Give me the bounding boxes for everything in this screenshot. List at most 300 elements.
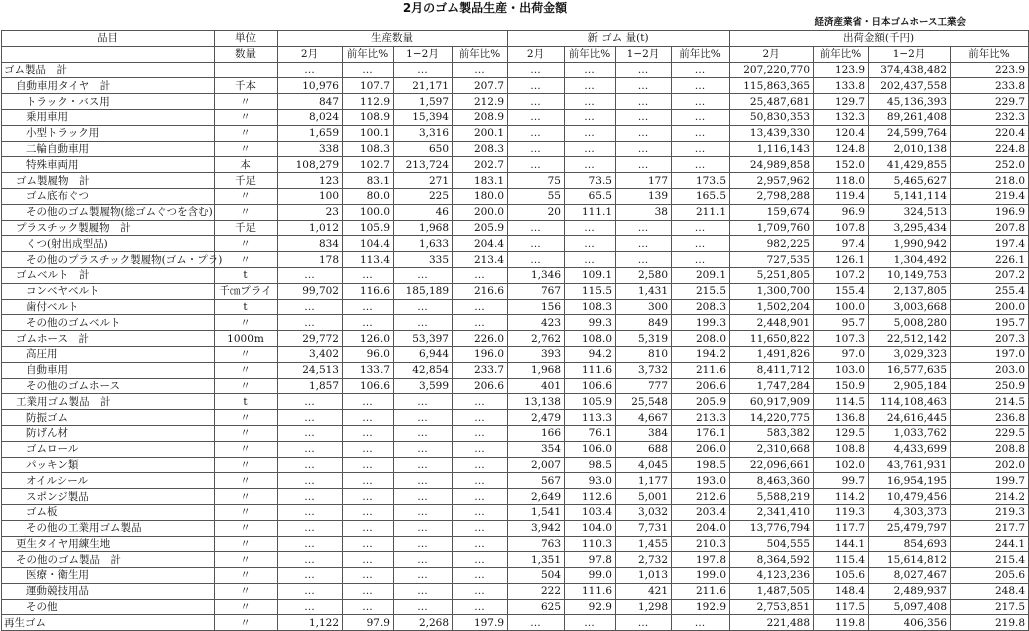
row-value-cell: … xyxy=(278,267,343,283)
row-value-cell: … xyxy=(508,94,565,110)
row-value-cell: 4,667 xyxy=(616,410,672,426)
table-row xyxy=(2,157,1029,173)
row-unit: 〃 xyxy=(215,236,278,252)
row-item-name: その他のゴムホース xyxy=(2,378,215,394)
row-value-cell: 208.3 xyxy=(453,141,508,157)
row-item-name: くつ(射出成型品) xyxy=(2,236,215,252)
row-value-cell: 4,123,236 xyxy=(730,568,814,584)
row-value-cell: 232.3 xyxy=(951,109,1029,125)
table-row xyxy=(2,252,1029,268)
row-value-cell: 10,479,456 xyxy=(869,489,951,505)
subheader: 1−2月 xyxy=(394,46,453,62)
row-value-cell: 123 xyxy=(278,173,343,189)
row-value-cell: 42,854 xyxy=(394,362,453,378)
row-unit: 〃 xyxy=(215,599,278,615)
row-value-cell: 156 xyxy=(508,299,565,315)
header-item: 品目 xyxy=(2,31,215,47)
row-value-cell: 107.2 xyxy=(814,267,869,283)
row-value-cell: 83.1 xyxy=(343,173,394,189)
row-value-cell: 1,300,700 xyxy=(730,283,814,299)
row-unit: 〃 xyxy=(215,568,278,584)
row-value-cell: … xyxy=(453,410,508,426)
row-value-cell: 111.6 xyxy=(565,362,616,378)
row-value-cell: 2,762 xyxy=(508,331,565,347)
row-value-cell: 8,027,467 xyxy=(869,568,951,584)
row-value-cell: 226.0 xyxy=(453,331,508,347)
row-value-cell: … xyxy=(278,536,343,552)
row-value-cell: 112.6 xyxy=(565,489,616,505)
row-value-cell: 150.9 xyxy=(814,378,869,394)
row-value-cell: … xyxy=(453,583,508,599)
row-value-cell: 99.7 xyxy=(814,473,869,489)
row-value-cell: 94.2 xyxy=(565,346,616,362)
row-value-cell: 226.1 xyxy=(951,252,1029,268)
row-value-cell: 1,709,760 xyxy=(730,220,814,236)
source-credit: 経済産業省・日本ゴムホース工業会 xyxy=(814,17,966,28)
row-value-cell: 210.3 xyxy=(672,536,730,552)
row-value-cell: 165.5 xyxy=(672,188,730,204)
row-value-cell: … xyxy=(343,568,394,584)
row-value-cell: … xyxy=(508,220,565,236)
row-value-cell: 207,220,770 xyxy=(730,62,814,78)
row-value-cell: … xyxy=(394,552,453,568)
row-unit: t xyxy=(215,299,278,315)
row-value-cell: 1,116,143 xyxy=(730,141,814,157)
subheader: 前年比% xyxy=(565,46,616,62)
row-value-cell: 24,599,764 xyxy=(869,125,951,141)
row-value-cell: 300 xyxy=(616,299,672,315)
row-value-cell: … xyxy=(343,410,394,426)
row-value-cell: 50,830,353 xyxy=(730,109,814,125)
row-value-cell: … xyxy=(616,94,672,110)
row-value-cell: 211.1 xyxy=(672,204,730,220)
row-unit: 〃 xyxy=(215,457,278,473)
table-row xyxy=(2,441,1029,457)
row-value-cell: 195.7 xyxy=(951,315,1029,331)
header-shipment-value: 出荷金額(千円) xyxy=(730,31,1029,47)
row-value-cell: 374,438,482 xyxy=(869,62,951,78)
row-value-cell: … xyxy=(565,78,616,94)
row-value-cell: … xyxy=(394,568,453,584)
table-row xyxy=(2,331,1029,347)
row-value-cell: 107.3 xyxy=(814,331,869,347)
row-value-cell: … xyxy=(672,615,730,631)
row-value-cell: 13,439,330 xyxy=(730,125,814,141)
table-row xyxy=(2,552,1029,568)
row-value-cell: 1,968 xyxy=(508,362,565,378)
row-value-cell: … xyxy=(453,568,508,584)
table-row xyxy=(2,315,1029,331)
row-value-cell: … xyxy=(508,78,565,94)
row-value-cell: 767 xyxy=(508,283,565,299)
row-value-cell: 116.6 xyxy=(343,283,394,299)
row-value-cell: 810 xyxy=(616,346,672,362)
row-unit: t xyxy=(215,267,278,283)
row-value-cell: 208.0 xyxy=(672,331,730,347)
row-value-cell: 55 xyxy=(508,188,565,204)
row-value-cell: 504 xyxy=(508,568,565,584)
row-value-cell: 504,555 xyxy=(730,536,814,552)
row-unit: 〃 xyxy=(215,346,278,362)
table-row xyxy=(2,220,1029,236)
row-value-cell: 24,513 xyxy=(278,362,343,378)
row-value-cell: 2,310,668 xyxy=(730,441,814,457)
row-value-cell: 105.9 xyxy=(565,394,616,410)
row-value-cell: 2,479 xyxy=(508,410,565,426)
row-value-cell: 583,382 xyxy=(730,425,814,441)
row-value-cell: 100.0 xyxy=(814,299,869,315)
row-value-cell: 13,776,794 xyxy=(730,520,814,536)
row-value-cell: … xyxy=(672,78,730,94)
row-value-cell: 221,488 xyxy=(730,615,814,631)
row-value-cell: 3,029,323 xyxy=(869,346,951,362)
row-unit: 〃 xyxy=(215,362,278,378)
row-item-name: 医療・衛生用 xyxy=(2,568,215,584)
row-value-cell: 200.0 xyxy=(951,299,1029,315)
row-unit: 〃 xyxy=(215,473,278,489)
row-unit: 〃 xyxy=(215,252,278,268)
row-value-cell: 100.1 xyxy=(343,125,394,141)
row-value-cell: 982,225 xyxy=(730,236,814,252)
row-value-cell: 217.5 xyxy=(951,599,1029,615)
row-value-cell: 8,463,360 xyxy=(730,473,814,489)
row-value-cell: 208.9 xyxy=(453,109,508,125)
row-value-cell: 197.4 xyxy=(951,236,1029,252)
row-value-cell: 183.1 xyxy=(453,173,508,189)
subheader: 2月 xyxy=(508,46,565,62)
row-value-cell: 89,261,408 xyxy=(869,109,951,125)
row-item-name: その他の工業用ゴム製品 xyxy=(2,520,215,536)
row-value-cell: … xyxy=(278,473,343,489)
row-value-cell: 236.8 xyxy=(951,410,1029,426)
row-unit: 〃 xyxy=(215,204,278,220)
row-value-cell: 777 xyxy=(616,378,672,394)
row-value-cell: 113.3 xyxy=(565,410,616,426)
row-item-name: 運動競技用品 xyxy=(2,583,215,599)
row-value-cell: 144.1 xyxy=(814,536,869,552)
table-row xyxy=(2,283,1029,299)
row-value-cell: 205.9 xyxy=(453,220,508,236)
row-value-cell: 209.1 xyxy=(672,267,730,283)
subheader: 前年比% xyxy=(951,46,1029,62)
row-item-name: その他のゴムベルト xyxy=(2,315,215,331)
row-value-cell: 96.0 xyxy=(343,346,394,362)
row-item-name: その他のゴム製履物(総ゴムぐつを含む) xyxy=(2,204,215,220)
row-value-cell: 1,968 xyxy=(394,220,453,236)
row-value-cell: … xyxy=(278,599,343,615)
row-value-cell: 208.3 xyxy=(672,299,730,315)
row-value-cell: 117.7 xyxy=(814,520,869,536)
row-value-cell: 25,479,797 xyxy=(869,520,951,536)
row-value-cell: 11,650,822 xyxy=(730,331,814,347)
row-value-cell: 100 xyxy=(278,188,343,204)
row-value-cell: … xyxy=(565,252,616,268)
row-value-cell: 625 xyxy=(508,599,565,615)
subheader: 2月 xyxy=(278,46,343,62)
row-value-cell: 202.7 xyxy=(453,157,508,173)
row-value-cell: 1,177 xyxy=(616,473,672,489)
row-value-cell: 43,761,931 xyxy=(869,457,951,473)
row-value-cell: 3,402 xyxy=(278,346,343,362)
row-value-cell: … xyxy=(343,536,394,552)
row-value-cell: 3,032 xyxy=(616,504,672,520)
row-value-cell: … xyxy=(565,125,616,141)
row-value-cell: … xyxy=(278,315,343,331)
table-row xyxy=(2,188,1029,204)
header-unit: 単位 xyxy=(215,31,278,47)
row-value-cell: 2,753,851 xyxy=(730,599,814,615)
row-value-cell: 108.9 xyxy=(343,109,394,125)
row-value-cell: 99,702 xyxy=(278,283,343,299)
row-value-cell: … xyxy=(672,125,730,141)
row-value-cell: … xyxy=(394,583,453,599)
row-value-cell: 219.4 xyxy=(951,188,1029,204)
row-value-cell: 2,905,184 xyxy=(869,378,951,394)
row-value-cell: … xyxy=(453,315,508,331)
row-value-cell: … xyxy=(394,504,453,520)
row-value-cell: 103.0 xyxy=(814,362,869,378)
row-value-cell: 4,433,699 xyxy=(869,441,951,457)
row-value-cell: 567 xyxy=(508,473,565,489)
row-item-name: ゴム板 xyxy=(2,504,215,520)
row-unit: 千本 xyxy=(215,78,278,94)
row-value-cell: 176.1 xyxy=(672,425,730,441)
row-value-cell: 199.7 xyxy=(951,473,1029,489)
row-value-cell: 7,731 xyxy=(616,520,672,536)
row-value-cell: 22,096,661 xyxy=(730,457,814,473)
row-value-cell: 159,674 xyxy=(730,204,814,220)
row-value-cell: 1,431 xyxy=(616,283,672,299)
row-unit xyxy=(215,62,278,78)
row-value-cell: 15,614,812 xyxy=(869,552,951,568)
row-value-cell: 3,003,668 xyxy=(869,299,951,315)
row-value-cell: 114,108,463 xyxy=(869,394,951,410)
row-value-cell: 41,429,855 xyxy=(869,157,951,173)
row-unit: 〃 xyxy=(215,615,278,631)
row-value-cell: 421 xyxy=(616,583,672,599)
row-item-name: プラスチック製履物 計 xyxy=(2,220,215,236)
row-value-cell: 393 xyxy=(508,346,565,362)
row-value-cell: 2,268 xyxy=(394,615,453,631)
row-value-cell: … xyxy=(616,157,672,173)
row-value-cell: 5,465,627 xyxy=(869,173,951,189)
row-value-cell: 5,001 xyxy=(616,489,672,505)
row-unit: 〃 xyxy=(215,552,278,568)
row-value-cell: 212.9 xyxy=(453,94,508,110)
row-value-cell: 95.7 xyxy=(814,315,869,331)
row-item-name: ゴムホース 計 xyxy=(2,331,215,347)
row-value-cell: … xyxy=(616,125,672,141)
row-value-cell: … xyxy=(343,520,394,536)
table-row xyxy=(2,141,1029,157)
row-value-cell: … xyxy=(508,236,565,252)
row-value-cell: 324,513 xyxy=(869,204,951,220)
row-value-cell: 1,541 xyxy=(508,504,565,520)
row-value-cell: 97.0 xyxy=(814,346,869,362)
row-item-name: 小型トラック用 xyxy=(2,125,215,141)
row-value-cell: 10,149,753 xyxy=(869,267,951,283)
row-value-cell: … xyxy=(343,299,394,315)
row-value-cell: … xyxy=(565,141,616,157)
table-row xyxy=(2,109,1029,125)
row-unit: 〃 xyxy=(215,441,278,457)
row-value-cell: 133.7 xyxy=(343,362,394,378)
row-unit: 〃 xyxy=(215,315,278,331)
row-value-cell: 200.0 xyxy=(453,204,508,220)
row-value-cell: … xyxy=(278,504,343,520)
row-value-cell: 2,010,138 xyxy=(869,141,951,157)
row-value-cell: 108.3 xyxy=(565,299,616,315)
row-value-cell: 244.1 xyxy=(951,536,1029,552)
row-value-cell: … xyxy=(565,220,616,236)
row-value-cell: 106.0 xyxy=(565,441,616,457)
row-value-cell: … xyxy=(343,457,394,473)
row-item-name: ゴム製履物 計 xyxy=(2,173,215,189)
row-value-cell: 198.5 xyxy=(672,457,730,473)
row-value-cell: 102.0 xyxy=(814,457,869,473)
table-row xyxy=(2,378,1029,394)
row-value-cell: … xyxy=(453,457,508,473)
table-row xyxy=(2,489,1029,505)
row-value-cell: … xyxy=(453,473,508,489)
row-item-name: 自動車用 xyxy=(2,362,215,378)
row-value-cell: 53,397 xyxy=(394,331,453,347)
row-value-cell: 29,772 xyxy=(278,331,343,347)
row-value-cell: 229.5 xyxy=(951,425,1029,441)
row-item-name: コンベヤベルト xyxy=(2,283,215,299)
row-value-cell: 60,917,909 xyxy=(730,394,814,410)
row-value-cell: … xyxy=(278,552,343,568)
row-value-cell: 166 xyxy=(508,425,565,441)
row-value-cell: … xyxy=(343,62,394,78)
table-row xyxy=(2,299,1029,315)
row-value-cell: 97.8 xyxy=(565,552,616,568)
row-value-cell: … xyxy=(394,425,453,441)
row-unit: 〃 xyxy=(215,188,278,204)
row-value-cell: 139 xyxy=(616,188,672,204)
row-value-cell: … xyxy=(278,410,343,426)
row-value-cell: … xyxy=(343,267,394,283)
row-value-cell: … xyxy=(565,62,616,78)
table-row xyxy=(2,568,1029,584)
row-value-cell: 2,137,805 xyxy=(869,283,951,299)
row-value-cell: … xyxy=(343,315,394,331)
table-row xyxy=(2,425,1029,441)
table-row xyxy=(2,473,1029,489)
row-value-cell: 108,279 xyxy=(278,157,343,173)
row-value-cell: … xyxy=(453,394,508,410)
page-title: 2月のゴム製品生産・出荷金額 xyxy=(402,1,568,15)
row-value-cell: … xyxy=(343,504,394,520)
table-row xyxy=(2,504,1029,520)
row-value-cell: … xyxy=(672,157,730,173)
row-value-cell: 207.8 xyxy=(951,220,1029,236)
row-value-cell: 120.4 xyxy=(814,125,869,141)
row-value-cell: … xyxy=(278,299,343,315)
row-value-cell: … xyxy=(394,489,453,505)
row-item-name: 高圧用 xyxy=(2,346,215,362)
row-value-cell: … xyxy=(278,394,343,410)
row-value-cell: 136.8 xyxy=(814,410,869,426)
row-value-cell: 22,512,142 xyxy=(869,331,951,347)
row-item-name: その他のゴム製品 計 xyxy=(2,552,215,568)
header-item-blank xyxy=(2,46,215,62)
row-unit: 〃 xyxy=(215,489,278,505)
row-value-cell: … xyxy=(278,568,343,584)
row-value-cell: 3,316 xyxy=(394,125,453,141)
row-value-cell: 3,942 xyxy=(508,520,565,536)
row-value-cell: 5,097,408 xyxy=(869,599,951,615)
row-unit: 〃 xyxy=(215,141,278,157)
row-value-cell: 96.9 xyxy=(814,204,869,220)
table-row xyxy=(2,236,1029,252)
row-value-cell: … xyxy=(394,267,453,283)
row-value-cell: … xyxy=(394,441,453,457)
row-value-cell: 115,863,365 xyxy=(730,78,814,94)
row-value-cell: 208.8 xyxy=(951,441,1029,457)
row-value-cell: 99.0 xyxy=(565,568,616,584)
row-value-cell: 107.8 xyxy=(814,220,869,236)
row-value-cell: 250.9 xyxy=(951,378,1029,394)
row-unit: 1000m xyxy=(215,331,278,347)
row-value-cell: 194.2 xyxy=(672,346,730,362)
table-row xyxy=(2,362,1029,378)
table-row xyxy=(2,78,1029,94)
row-value-cell: 155.4 xyxy=(814,283,869,299)
row-item-name: 防振ゴム xyxy=(2,410,215,426)
row-value-cell: 197.0 xyxy=(951,346,1029,362)
subheader: 1−2月 xyxy=(616,46,672,62)
row-value-cell: … xyxy=(343,473,394,489)
row-value-cell: … xyxy=(343,599,394,615)
row-value-cell: … xyxy=(394,599,453,615)
row-value-cell: 93.0 xyxy=(565,473,616,489)
row-value-cell: 1,502,204 xyxy=(730,299,814,315)
row-value-cell: 213,724 xyxy=(394,157,453,173)
row-item-name: ゴム製品 計 xyxy=(2,62,215,78)
row-unit: 〃 xyxy=(215,94,278,110)
row-value-cell: 193.0 xyxy=(672,473,730,489)
row-value-cell: 2,580 xyxy=(616,267,672,283)
row-unit: 〃 xyxy=(215,410,278,426)
table-row xyxy=(2,173,1029,189)
row-value-cell: … xyxy=(672,94,730,110)
row-value-cell: 199.0 xyxy=(672,568,730,584)
row-value-cell: … xyxy=(453,489,508,505)
row-value-cell: … xyxy=(394,410,453,426)
table-row xyxy=(2,457,1029,473)
row-value-cell: 185,189 xyxy=(394,283,453,299)
row-value-cell: 3,295,434 xyxy=(869,220,951,236)
row-value-cell: 104.4 xyxy=(343,236,394,252)
row-value-cell: 106.6 xyxy=(343,378,394,394)
row-value-cell: 4,045 xyxy=(616,457,672,473)
row-value-cell: 126.0 xyxy=(343,331,394,347)
row-value-cell: 1,487,505 xyxy=(730,583,814,599)
row-value-cell: 1,298 xyxy=(616,599,672,615)
row-value-cell: 102.7 xyxy=(343,157,394,173)
row-unit: 〃 xyxy=(215,378,278,394)
table-row xyxy=(2,94,1029,110)
row-value-cell: 847 xyxy=(278,94,343,110)
row-value-cell: … xyxy=(453,552,508,568)
row-value-cell: 65.5 xyxy=(565,188,616,204)
row-value-cell: 212.6 xyxy=(672,489,730,505)
row-value-cell: … xyxy=(453,520,508,536)
row-value-cell: 108.3 xyxy=(343,141,394,157)
row-value-cell: 213.4 xyxy=(453,252,508,268)
row-value-cell: 1,013 xyxy=(616,568,672,584)
